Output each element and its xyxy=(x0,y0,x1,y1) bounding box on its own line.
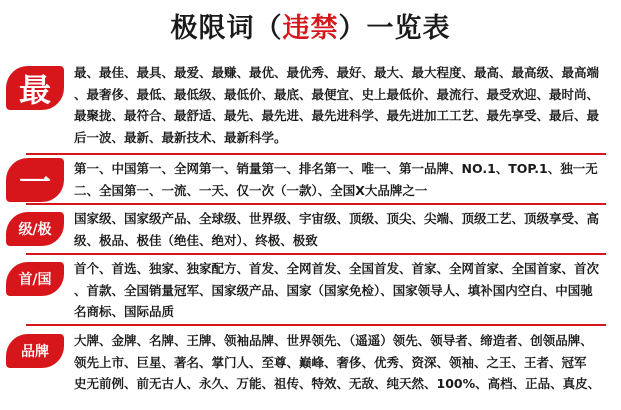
section-divider xyxy=(26,203,606,205)
text-line: 二、全国第一、一流、一天、仅一次（一款）、全国X大品牌之一 xyxy=(74,182,428,198)
page-title xyxy=(0,6,621,45)
section-text xyxy=(74,158,614,201)
section-badge: 一 xyxy=(6,158,64,202)
text-line: 名商标、国际品质 xyxy=(74,304,175,319)
section-text xyxy=(74,330,614,395)
section-text xyxy=(74,258,614,323)
section-text xyxy=(74,62,614,148)
section-badge: 级/极 xyxy=(6,212,64,246)
text-line: 、最奢侈、最低、最低级、最低价、最底、最便宜、史上最低价、最流行、最受欢迎、最时尚、 xyxy=(74,86,600,102)
section-divider xyxy=(26,253,606,255)
section-text xyxy=(74,208,614,251)
section-badge: 首/国 xyxy=(6,262,64,296)
text-line: 首个、首选、独家、独家配方、首发、全网首发、全国首发、首家、全网首家、全国首家、首次 xyxy=(74,261,600,276)
text-line: 级、极品、极佳（绝佳、绝对）、终极、极致 xyxy=(74,232,318,248)
title-suffix: ）一览表 xyxy=(338,13,451,44)
text-line: 史无前例、前无古人、永久、万能、祖传、特效、无敌、纯天然、100%、高档、正品、真皮、 xyxy=(74,376,601,391)
text-line: 最、最佳、最具、最爱、最赚、最优、最优秀、最好、最大、最大程度、最高、最高级、最高端 xyxy=(74,65,600,80)
title-highlight: 违禁 xyxy=(282,13,339,44)
text-line: 、首款、全国销量冠军、国家级产品、国家（国家免检）、国家领导人、填补国内空白、中国驰 xyxy=(74,282,593,298)
title-prefix: 极限词（ xyxy=(170,13,283,44)
text-line: 国家级、国家级产品、全球级、世界级、宇宙级、顶级、顶尖、尖端、顶级工艺、顶级享受、高 xyxy=(74,211,600,226)
section-divider xyxy=(26,153,606,155)
text-line: 领先上市、巨星、著名、掌门人、至尊、巅峰、奢侈、优秀、资深、领袖、之王、王者、冠军 xyxy=(74,354,587,370)
text-line: 后一波、最新、最新技术、最新科学。 xyxy=(74,129,287,145)
section-badge: 最 xyxy=(6,66,64,110)
section-divider xyxy=(26,324,606,326)
section-badge: 品牌 xyxy=(6,334,64,368)
text-line: 最聚拢、最符合、最舒适、最先、最先进、最先进科学、最先进加工工艺、最先享受、最后、最 xyxy=(74,108,600,123)
text-line: 第一、中国第一、全网第一、销量第一、排名第一、唯一、第一品牌、NO.1、TOP.1、独一无 xyxy=(74,161,598,176)
text-line: 大牌、金牌、名牌、王牌、领袖品牌、世界领先、（遥遥）领先、领导者、缔造者、创领品牌、 xyxy=(74,333,593,348)
